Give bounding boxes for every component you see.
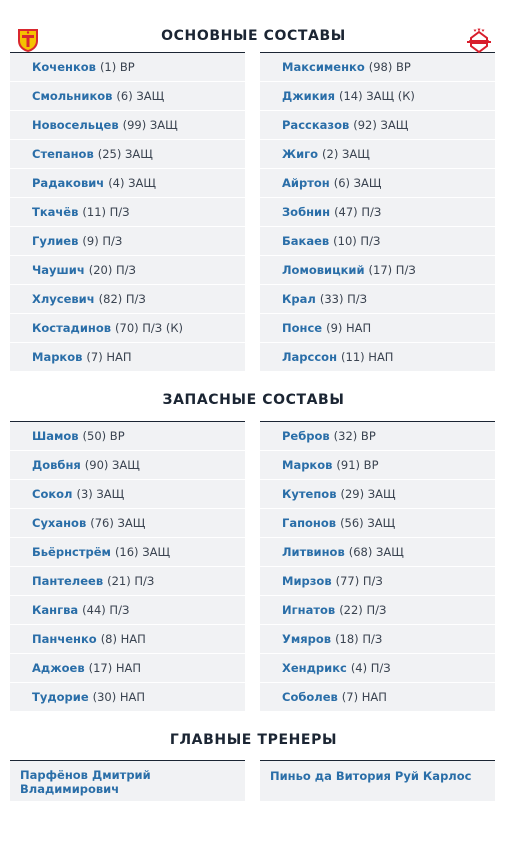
away-coach[interactable] — [260, 761, 495, 801]
player-name[interactable]: Суханов — [32, 516, 87, 530]
player-row[interactable] — [10, 111, 245, 139]
player-number-position: (9) П/З — [82, 234, 123, 248]
substitutes-header — [0, 384, 507, 416]
player-row[interactable] — [10, 422, 245, 450]
player-number-position: (4) ЗАЩ — [108, 176, 156, 190]
away-coach-column — [260, 760, 495, 801]
player-name[interactable]: Гулиев — [32, 234, 79, 248]
player-row[interactable] — [10, 625, 245, 653]
away-coach-name: Пиньо да Витория Руй Карлос — [270, 769, 472, 783]
home-coach-column — [10, 760, 245, 801]
player-number-position: (4) П/З — [350, 661, 391, 675]
coaches-title: ГЛАВНЫЕ ТРЕНЕРЫ — [169, 732, 338, 748]
player-row[interactable] — [10, 285, 245, 313]
player-row[interactable] — [10, 256, 245, 284]
player-name[interactable]: Смольников — [32, 89, 113, 103]
player-number-position: (21) П/З — [107, 574, 155, 588]
player-row[interactable] — [10, 53, 245, 81]
player-number-position: (82) П/З — [98, 292, 146, 306]
player-row[interactable] — [260, 227, 495, 255]
player-name[interactable]: Соболев — [282, 690, 338, 704]
home-starting-column — [10, 52, 245, 372]
player-number-position: (30) НАП — [92, 690, 146, 704]
player-row[interactable] — [260, 82, 495, 110]
player-row[interactable] — [10, 140, 245, 168]
player-row[interactable] — [10, 343, 245, 371]
player-name[interactable]: Степанов — [32, 147, 94, 161]
player-row[interactable] — [260, 285, 495, 313]
player-row[interactable] — [10, 314, 245, 342]
player-row[interactable] — [10, 654, 245, 682]
player-number-position: (11) НАП — [341, 350, 394, 364]
player-number-position: (29) ЗАЩ — [340, 487, 396, 501]
player-row[interactable] — [10, 538, 245, 566]
player-number-position: (50) ВР — [82, 429, 125, 443]
player-number-position: (22) П/З — [339, 603, 387, 617]
player-name[interactable]: Джикия — [282, 89, 335, 103]
player-row[interactable] — [260, 422, 495, 450]
player-row[interactable] — [260, 480, 495, 508]
player-row[interactable] — [260, 256, 495, 284]
player-number-position: (99) ЗАЩ — [122, 118, 178, 132]
player-row[interactable] — [260, 169, 495, 197]
player-number-position: (17) НАП — [88, 661, 142, 675]
player-number-position: (7) НАП — [341, 690, 387, 704]
player-number-position: (3) ЗАЩ — [76, 487, 125, 501]
arsenal-crest-icon — [14, 26, 42, 54]
player-name[interactable]: Игнатов — [282, 603, 336, 617]
player-number-position: (70) П/З (К) — [115, 321, 183, 335]
player-row[interactable] — [260, 198, 495, 226]
player-number-position: (1) ВР — [99, 60, 135, 74]
player-name[interactable]: Аджоев — [32, 661, 85, 675]
coaches-header — [0, 724, 507, 756]
player-name[interactable]: Шамов — [32, 429, 79, 443]
player-number-position: (10) П/З — [333, 234, 381, 248]
player-number-position: (91) ВР — [336, 458, 379, 472]
player-row[interactable] — [260, 140, 495, 168]
player-name[interactable]: Хендрикс — [282, 661, 347, 675]
player-number-position: (11) П/З — [82, 205, 130, 219]
player-row[interactable] — [260, 654, 495, 682]
player-row[interactable] — [10, 198, 245, 226]
player-number-position: (92) ЗАЩ — [353, 118, 409, 132]
player-number-position: (25) ЗАЩ — [97, 147, 153, 161]
player-row[interactable] — [260, 111, 495, 139]
player-name[interactable]: Марков — [282, 458, 333, 472]
coaches-row — [0, 760, 507, 801]
player-number-position: (8) НАП — [100, 632, 146, 646]
player-name[interactable]: Новосельцев — [32, 118, 119, 132]
player-name[interactable]: Бьёрнстрём — [32, 545, 111, 559]
player-number-position: (77) П/З — [335, 574, 383, 588]
player-number-position: (33) П/З — [319, 292, 367, 306]
player-row[interactable] — [260, 538, 495, 566]
starting-lineups-title: ОСНОВНЫЕ СОСТАВЫ — [161, 28, 346, 44]
substitutes-lineups — [0, 421, 507, 712]
player-name[interactable]: Бакаев — [282, 234, 330, 248]
player-name[interactable]: Айртон — [282, 176, 330, 190]
player-name[interactable]: Кутепов — [282, 487, 337, 501]
player-name[interactable]: Умяров — [282, 632, 332, 646]
player-number-position: (76) ЗАЩ — [90, 516, 146, 530]
player-number-position: (9) НАП — [326, 321, 372, 335]
player-name[interactable]: Крал — [282, 292, 316, 306]
player-row[interactable] — [260, 683, 495, 711]
player-name[interactable]: Панченко — [32, 632, 97, 646]
player-row[interactable] — [260, 53, 495, 81]
player-row[interactable] — [260, 314, 495, 342]
starting-lineups-header — [0, 20, 507, 52]
player-number-position: (6) ЗАЩ — [333, 176, 382, 190]
player-name[interactable]: Кангва — [32, 603, 79, 617]
player-row[interactable] — [260, 509, 495, 537]
player-number-position: (44) П/З — [82, 603, 130, 617]
player-number-position: (17) П/З — [368, 263, 416, 277]
player-row[interactable] — [10, 227, 245, 255]
player-name[interactable]: Пантелеев — [32, 574, 104, 588]
player-name[interactable]: Коченков — [32, 60, 96, 74]
home-coach-name: Парфёнов Дмитрий Владимирович — [20, 768, 151, 796]
home-substitutes-column — [10, 421, 245, 712]
player-row[interactable] — [10, 509, 245, 537]
player-row[interactable] — [10, 451, 245, 479]
player-name[interactable]: Костадинов — [32, 321, 112, 335]
player-row[interactable] — [10, 683, 245, 711]
player-number-position: (6) ЗАЩ — [116, 89, 165, 103]
home-coach[interactable] — [10, 761, 245, 801]
starting-lineups — [0, 52, 507, 372]
player-row[interactable] — [260, 625, 495, 653]
player-row[interactable] — [10, 169, 245, 197]
substitutes-title: ЗАПАСНЫЕ СОСТАВЫ — [162, 392, 345, 408]
away-substitutes-column — [260, 421, 495, 712]
player-number-position: (56) ЗАЩ — [340, 516, 396, 530]
player-number-position: (68) ЗАЩ — [348, 545, 404, 559]
player-name[interactable]: Максименко — [282, 60, 365, 74]
player-row[interactable] — [10, 596, 245, 624]
player-number-position: (2) ЗАЩ — [322, 147, 370, 161]
player-number-position: (20) П/З — [88, 263, 136, 277]
player-row[interactable] — [260, 596, 495, 624]
player-number-position: (7) НАП — [86, 350, 132, 364]
player-name[interactable]: Литвинов — [282, 545, 345, 559]
player-name[interactable]: Хлусевич — [32, 292, 95, 306]
player-name[interactable]: Ломовицкий — [282, 263, 365, 277]
away-starting-column — [260, 52, 495, 372]
player-name[interactable]: Гапонов — [282, 516, 337, 530]
player-name[interactable]: Чаушич — [32, 263, 85, 277]
player-name[interactable]: Ткачёв — [32, 205, 79, 219]
player-row[interactable] — [260, 567, 495, 595]
player-number-position: (32) ВР — [333, 429, 376, 443]
player-number-position: (90) ЗАЩ — [84, 458, 140, 472]
player-number-position: (98) ВР — [368, 60, 411, 74]
player-name[interactable]: Ларссон — [282, 350, 338, 364]
player-name[interactable]: Довбня — [32, 458, 81, 472]
player-number-position: (18) П/З — [335, 632, 383, 646]
player-name[interactable]: Мирзов — [282, 574, 332, 588]
player-row[interactable] — [260, 343, 495, 371]
player-name[interactable]: Марков — [32, 350, 83, 364]
player-row[interactable] — [10, 480, 245, 508]
player-row[interactable] — [10, 82, 245, 110]
player-name[interactable]: Понсе — [282, 321, 323, 335]
player-name[interactable]: Ребров — [282, 429, 330, 443]
player-number-position: (47) П/З — [334, 205, 382, 219]
player-name[interactable]: Рассказов — [282, 118, 350, 132]
player-name[interactable]: Зобнин — [282, 205, 331, 219]
player-name[interactable]: Сокол — [32, 487, 73, 501]
player-name[interactable]: Жиго — [282, 147, 319, 161]
player-row[interactable] — [10, 567, 245, 595]
player-name[interactable]: Тудорие — [32, 690, 89, 704]
player-number-position: (16) ЗАЩ — [114, 545, 171, 559]
player-row[interactable] — [260, 451, 495, 479]
player-number-position: (14) ЗАЩ (К) — [339, 89, 415, 103]
spartak-crest-icon — [465, 28, 493, 56]
player-name[interactable]: Радакович — [32, 176, 105, 190]
